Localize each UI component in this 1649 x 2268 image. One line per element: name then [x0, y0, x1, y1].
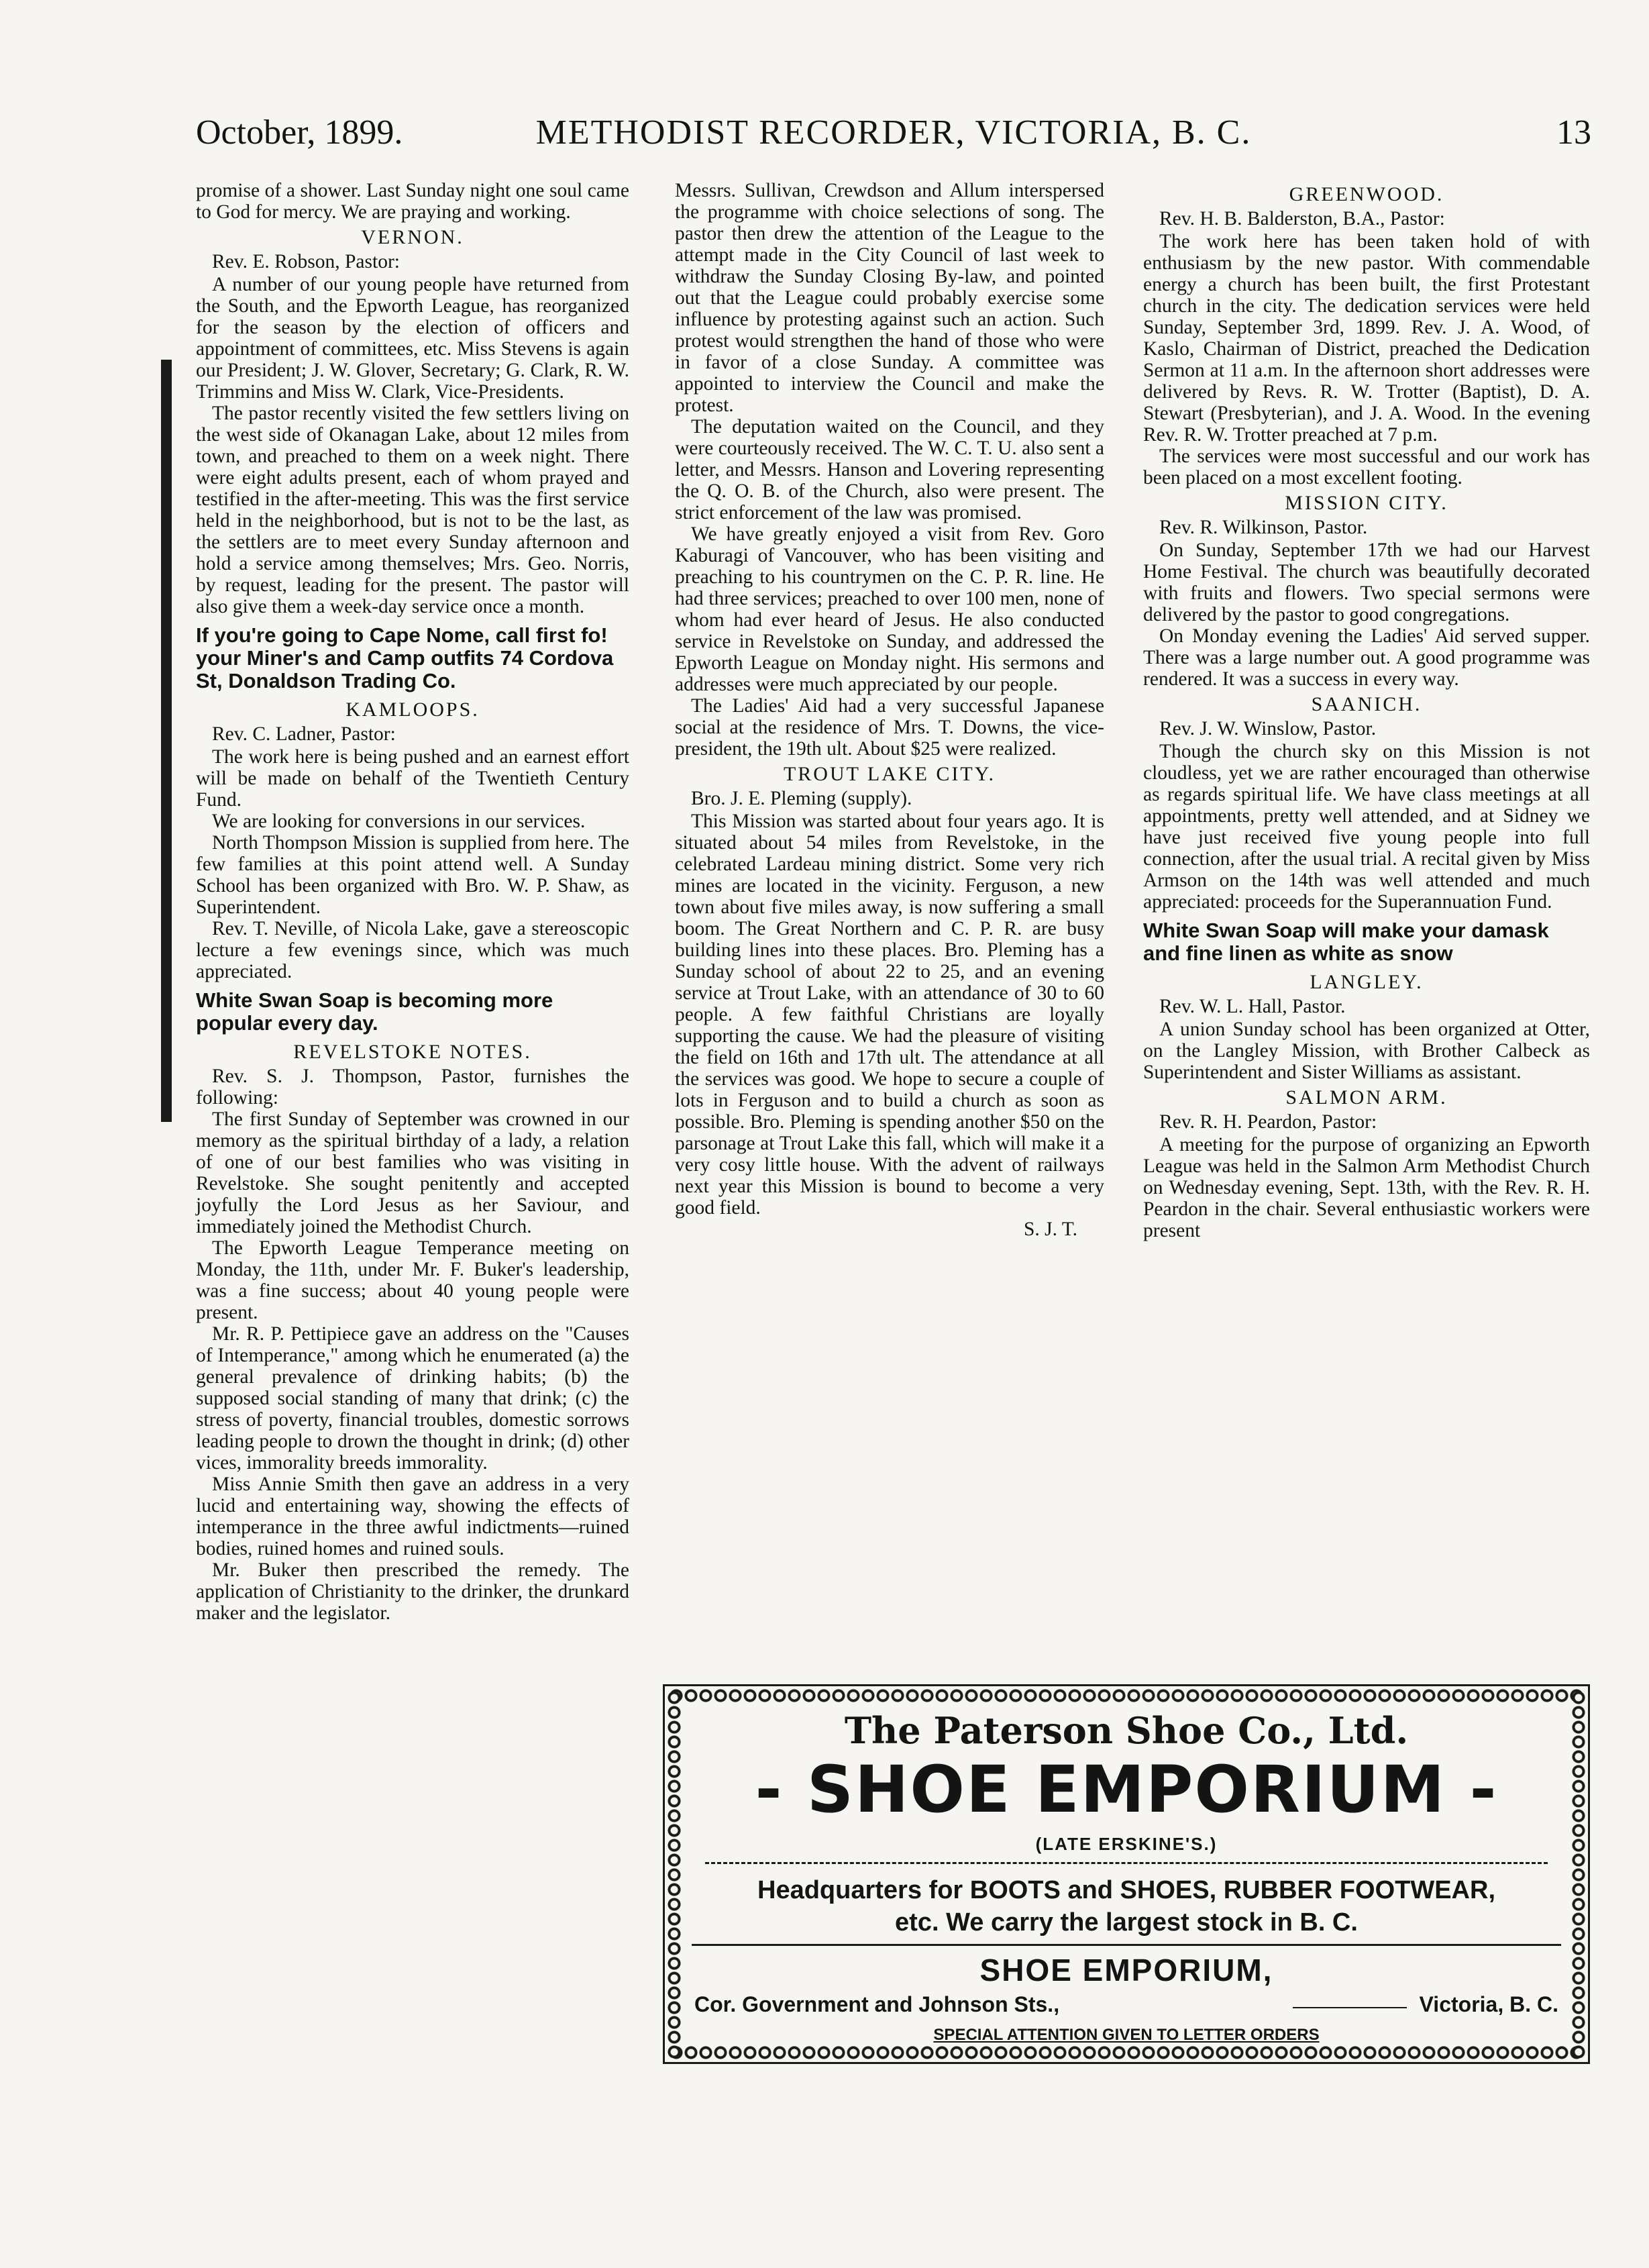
article-paragraph: Though the church sky on this Mission is not cloudless, yet we are rather encouraged than otherwise as regards spiritual life. We have class meetings at all appointments, pretty well attended, and at Sidney we have just received five young people into full connection, after the usual trial. A recital given by Miss Armson on the 14th was well attended and much appreciated: proceeds for the Superannuation Fund. [1143, 741, 1590, 913]
signature: S. J. T. [1023, 1219, 1077, 1240]
article-paragraph: We are looking for conversions in our services. [212, 811, 586, 832]
column-3 [1143, 180, 1590, 1241]
ad-dashed-rule [705, 1862, 1548, 1864]
issue-date: October, 1899. [196, 113, 403, 152]
column-1 [196, 180, 629, 1624]
section-heading-langley: LANGLEY. [1310, 971, 1424, 993]
pastor-line: Rev. C. Ladner, Pastor: [212, 723, 396, 745]
article-paragraph: The services were most successful and our work has been placed on a most excellent footing. [1143, 446, 1590, 488]
section-heading-vernon: VERNON. [361, 226, 464, 248]
advertisement-cape-nome: If you're going to Cape Nome, call first fo! your Miner's and Camp outfits 74 Cordova St, Donaldson Trading Co. [196, 623, 614, 692]
article-paragraph: The Ladies' Aid had a very successful Japanese social at the residence of Mrs. T. Downs, the vice-president, the 19th ult. About $25 were realized. [675, 695, 1104, 760]
article-paragraph: Mr. Buker then prescribed the remedy. The application of Christianity to the drinker, the drunkard maker and the legislator. [196, 1559, 629, 1624]
ad-headquarters-line-1: Headquarters for BOOTS and SHOES, RUBBER FOOTWEAR, [757, 1876, 1495, 1904]
pastor-line: Rev. J. W. Winslow, Pastor. [1159, 718, 1377, 739]
ad-rule [692, 1944, 1561, 1946]
ad-headline: - SHOE EMPORIUM - [755, 1752, 1498, 1827]
article-paragraph: promise of a shower. Last Sunday night one soul came to God for mercy. We are praying and working. [196, 180, 629, 223]
article-paragraph: Rev. T. Neville, of Nicola Lake, gave a stereoscopic lecture a few evenings since, which was much appreciated. [196, 918, 629, 982]
page-header [196, 113, 1591, 160]
section-heading-salmon-arm: SALMON ARM. [1285, 1086, 1448, 1109]
article-paragraph: On Monday evening the Ladies' Aid served supper. There was a large number out. A good programme was rendered. It was a success in every way. [1143, 625, 1590, 690]
ad-city: Victoria, B. C. [1419, 1992, 1558, 2016]
ad-headquarters-line-2: etc. We carry the largest stock in B. C. [895, 1908, 1358, 1937]
article-paragraph: The Epworth League Temperance meeting on Monday, the 11th, under Mr. F. Buker's leadership, was a fine success; about 40 young people were present. [196, 1237, 629, 1323]
ad-company-name: The Paterson Shoe Co., Ltd. [844, 1709, 1409, 1752]
ad-late-note: (LATE ERSKINE'S.) [1035, 1834, 1218, 1854]
shoe-emporium-advertisement [663, 1684, 1590, 2064]
pastor-line: Rev. R. H. Peardon, Pastor: [1159, 1111, 1377, 1133]
section-heading-saanich: SAANICH. [1311, 693, 1422, 715]
article-paragraph: The pastor recently visited the few settlers living on the west side of Okanagan Lake, about 12 miles from town, and preached to them on a week night. There were eight adults present, each of whom prayed and testified in the after-meeting. This was the first service held in the neighborhood, but is not to be the last, as the settlers are to meet every Sunday afternoon and hold a service among themselves; Mrs. Geo. Norris, by request, leading for the present. The pastor will also give them a week-day service once a month. [196, 403, 629, 617]
article-paragraph: The work here is being pushed and an earnest effort will be made on behalf of the Twentieth Century Fund. [196, 746, 629, 811]
column-2 [675, 180, 1104, 1240]
section-heading-revelstoke: REVELSTOKE NOTES. [293, 1041, 532, 1063]
advertisement-white-swan: White Swan Soap is becoming more popular every day. [196, 988, 553, 1035]
article-paragraph: On Sunday, September 17th we had our Harvest Home Festival. The church was beautifully decorated with fruits and flowers. Two special sermons were delivered by the pastor to good congregations. [1143, 539, 1590, 625]
article-paragraph: Rev. S. J. Thompson, Pastor, furnishes the following: [196, 1066, 629, 1109]
pastor-line: Bro. J. E. Pleming (supply). [691, 788, 912, 809]
section-heading-greenwood: GREENWOOD. [1289, 183, 1444, 205]
article-paragraph: Messrs. Sullivan, Crewdson and Allum interspersed the programme with choice selections of song. The pastor then drew the attention of the League to the attempt made in the City Council of last week to withdraw the Sunday Closing By-law, and pointed out that the League could probably exercise some influence by protesting against such an action. Such protest would strengthen the hand of those who were in favor of a close Sunday. A committee was appointed to interview the Council and make the protest. [675, 180, 1104, 416]
pastor-line: Rev. R. Wilkinson, Pastor. [1159, 517, 1368, 538]
article-paragraph: A union Sunday school has been organized at Otter, on the Langley Mission, with Brother Calbeck as Superintendent and Sister Williams as assistant. [1143, 1019, 1590, 1083]
masthead: METHODIST RECORDER, VICTORIA, B. C. [535, 113, 1252, 152]
article-paragraph: North Thompson Mission is supplied from here. The few families at this point attend well. A Sunday School has been organized with Bro. W. P. Shaw, as Superintendent. [196, 832, 629, 918]
article-paragraph: The first Sunday of September was crowned in our memory as the spiritual birthday of a lady, a relation of one of our best families who was visiting in Revelstoke. She sought penitently and accepted joyfully the Lord Jesus as her Saviour, and immediately joined the Methodist Church. [196, 1109, 629, 1237]
ad-store-name: SHOE EMPORIUM, [979, 1953, 1273, 1988]
article-paragraph: The work here has been taken hold of with enthusiasm by the new pastor. With commendable energy a church has been built, the first Protestant church in the city. The dedication services were held Sunday, September 3rd, 1899. Rev. J. A. Wood, of Kaslo, Chairman of District, preached the Dedication Sermon at 11 a.m. In the afternoon short addresses were delivered by Revs. R. W. Trotter (Baptist), D. A. Stewart (Presbyterian), and J. A. Wood. In the evening Rev. R. W. Trotter preached at 7 p.m. [1143, 231, 1590, 446]
pastor-line: Rev. H. B. Balderston, B.A., Pastor: [1159, 208, 1445, 229]
article-paragraph: Mr. R. P. Pettipiece gave an address on the "Causes of Intemperance," among which he enumerated (a) the general prevalence of drinking habits; (b) the supposed social standing of many that drink; (c) the stress of poverty, financial troubles, domestic sorrows leading people to drown the thought in drink; (d) other vices, immorality breeds immorality. [196, 1323, 629, 1474]
section-heading-kamloops: KAMLOOPS. [345, 699, 480, 721]
article-paragraph: The deputation waited on the Council, and they were courteously received. The W. C. T. U. also sent a letter, and Messrs. Hanson and Lovering representing the Q. O. B. of the Church, also were present. The strict enforcement of the law was promised. [675, 416, 1104, 523]
article-paragraph: A meeting for the purpose of organizing an Epworth League was held in the Salmon Arm Methodist Church on Wednesday evening, Sept. 13th, with the Rev. R. H. Peardon in the chair. Several enthusiastic workers were present [1143, 1134, 1590, 1241]
section-heading-mission-city: MISSION CITY. [1285, 492, 1448, 514]
article-paragraph: This Mission was started about four years ago. It is situated about 54 miles from Revelstoke, in the celebrated Lardeau mining district. Some very rich mines are located in the vicinity. Ferguson, a new town about five miles away, is now suffering a small boom. The Great Northern and C. P. R. are busy building lines into these places. Bro. Pleming has a Sunday school of about 22 to 25, and an evening service at Trout Lake, with an attendance of 30 to 60 people. A few faithful Christians are loyally supporting the cause. We had the pleasure of visiting the field on 16th and 17th ult. The attendance at all the services was good. We hope to secure a couple of lots in Ferguson and to build a church as soon as possible. Bro. Pleming is spending another $50 on the parsonage at Trout Lake this fall, which will make it a very cosy little house. With the advent of railways next year this Mission is bound to become a very good field. [675, 811, 1104, 1219]
advertisement-white-swan-linen: White Swan Soap will make your damask and fine linen as white as snow [1143, 919, 1549, 965]
page-number: 13 [1556, 113, 1591, 152]
section-heading-trout-lake: TROUT LAKE CITY. [783, 763, 996, 785]
pastor-line: Rev. W. L. Hall, Pastor. [1159, 996, 1346, 1017]
ad-headquarters [665, 1874, 1588, 1939]
pastor-line: Rev. E. Robson, Pastor: [212, 251, 400, 272]
article-paragraph: Miss Annie Smith then gave an address in a very lucid and entertaining way, showing the effects of intemperance in the three awful indictments—ruined bodies, ruined homes and ruined souls. [196, 1474, 629, 1559]
ad-address: Cor. Government and Johnson Sts., [694, 1992, 1060, 2016]
article-paragraph: A number of our young people have returned from the South, and the Epworth League, has reorganized for the season by the election of officers and appointment of committees, etc. Miss Stevens is again our President; J. W. Glover, Secretary; G. Clark, R. W. Trimmins and Miss W. Clark, Vice-Presidents. [196, 274, 629, 403]
margin-mark [161, 360, 172, 1122]
article-paragraph: We have greatly enjoyed a visit from Rev. Goro Kaburagi of Vancouver, who has been visiting and preaching to his countrymen on the C. P. R. line. He had three services; preached to over 100 men, none of whom had ever heard of Jesus. He also conducted service in Revelstoke on Sunday, and addressed the Epworth League on Monday night. His sermons and addresses were much appreciated by our people. [675, 523, 1104, 695]
ad-special-note: SPECIAL ATTENTION GIVEN TO LETTER ORDERS [933, 2026, 1320, 2044]
ad-address-rule [1293, 2007, 1407, 2008]
